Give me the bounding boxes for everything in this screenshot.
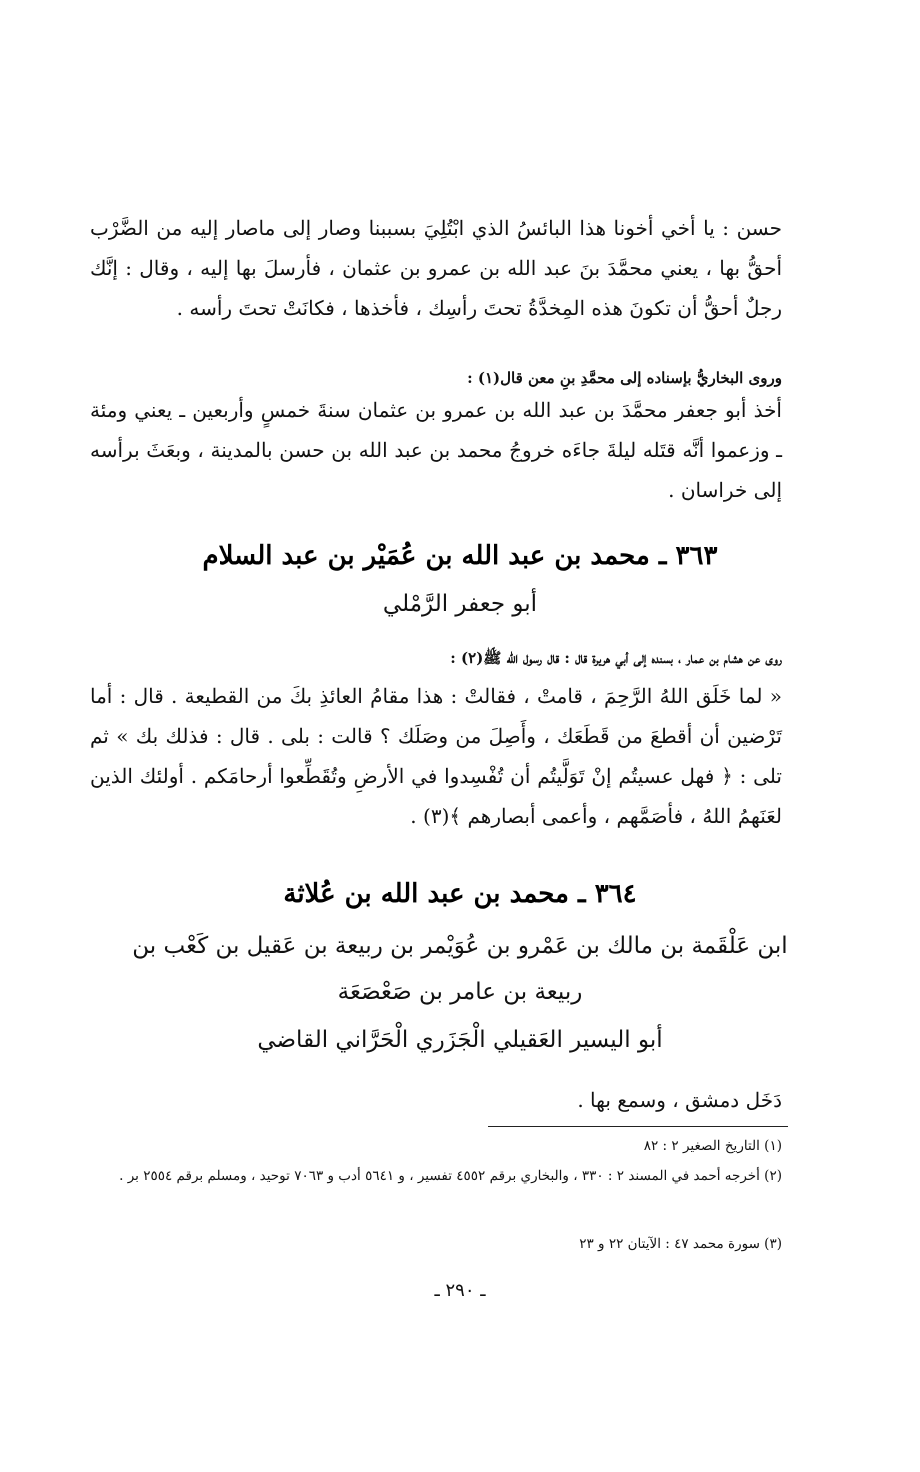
footnote-separator: [488, 1126, 788, 1127]
page-number: ـ ٢٩٠ ـ: [434, 1280, 486, 1301]
paragraph-hassan-anecdote: حسن : يا أخي أخونا هذا البائسُ الذي ابْتُلِيَ بسببنا وصار إلى ماصار إليه من الضَّرْب أحقُّ بها ، يعني محمَّدَ بنَ عبد الله بن عمرو بن عثمان ، فأرسلَ بها إليه ، وقال : إنَّك رجلٌ أحقُّ أن تكونَ هذه المِخدَّةُ تحتَ رأسِك ، فأخذها ، فكانَتْ تحتَ رأسه .: [90, 216, 783, 320]
entry-364-lineage-line1: ابن عَلْقَمة بن مالك بن عَمْرو بن عُوَيْمر بن ربيعة بن عَقيل بن كَعْب بن: [132, 933, 788, 959]
entry-363-kunya: أبو جعفر الرَّمْلي: [382, 591, 538, 617]
hadith-text: « لما خَلَق اللهُ الرَّحِمَ ، قامتْ ، فقالتْ : هذا مقامُ العائذِ بكَ من القطيعة . قال : أما تَرْضين أن أقطعَ من قَطَعَك ، وأَصِلَ من وصَلَك ؟ قالت : بلى . قال : فذلك بك » ثم تلى : ﴿ فهل عسيتُم إنْ تَوَلَّيتُم أن تُفْسِدوا في الأرضِ وتُقَطِّعوا أرحامَكم . أولئك الذين لعَنَهمُ اللهُ ، فأصَمَّهم ، وأعمى أبصارهم ﴾(٣) .: [90, 684, 782, 828]
paragraph-abu-jafar-execution: أخذ أبو جعفر محمَّدَ بن عبد الله بن عمرو بن عثمان سنةَ خمسٍ وأربعين ـ يعني ومئة ـ وزعموا أنَّه قتَله ليلةَ جاءَه خروجُ محمد بن عبد الله بن حسن بالمدينة ، وبعَثَ برأسه إلى خراسان .: [90, 398, 782, 502]
entry-364-kunya: أبو اليسير العَقيلي الْجَزَري الْحَرَّاني القاضي: [257, 1027, 663, 1053]
footnote-1: (١) التاريخ الصغير ٢ : ٨٢: [643, 1138, 782, 1154]
footnote-3: (٣) سورة محمد ٤٧ : الآيتان ٢٢ و ٢٣: [579, 1236, 782, 1252]
paragraph-entered-damascus: دَخَل دمشق ، وسمع بها .: [577, 1088, 782, 1112]
hadith-isnad-intro: روى عن هشام بن عمار ، بسنده إلى أبي هريرة قال : قال رسول الله ﷺ(٢) :: [450, 649, 782, 667]
bukhari-isnad-intro: وروى البخاريُّ بإسناده إلى محمَّدِ بنِ معن قال(١) :: [467, 369, 782, 387]
entry-364-lineage-line2: ربيعة بن عامر بن صَعْصَعَة: [337, 979, 583, 1005]
entry-364-heading: ٣٦٤ ـ محمد بن عبد الله بن عُلاثة: [283, 879, 637, 909]
entry-363-heading: ٣٦٣ ـ محمد بن عبد الله بن عُمَيْر بن عبد السلام: [202, 541, 718, 571]
footnote-2: (٢) أخرجه أحمد في المسند ٢ : ٣٣٠ ، والبخاري برقم ٤٥٥٢ تفسير ، و ٥٦٤١ أدب و ٧٠٦٣ توحيد ، ومسلم برقم ٢٥٥٤ بر .: [119, 1168, 782, 1184]
